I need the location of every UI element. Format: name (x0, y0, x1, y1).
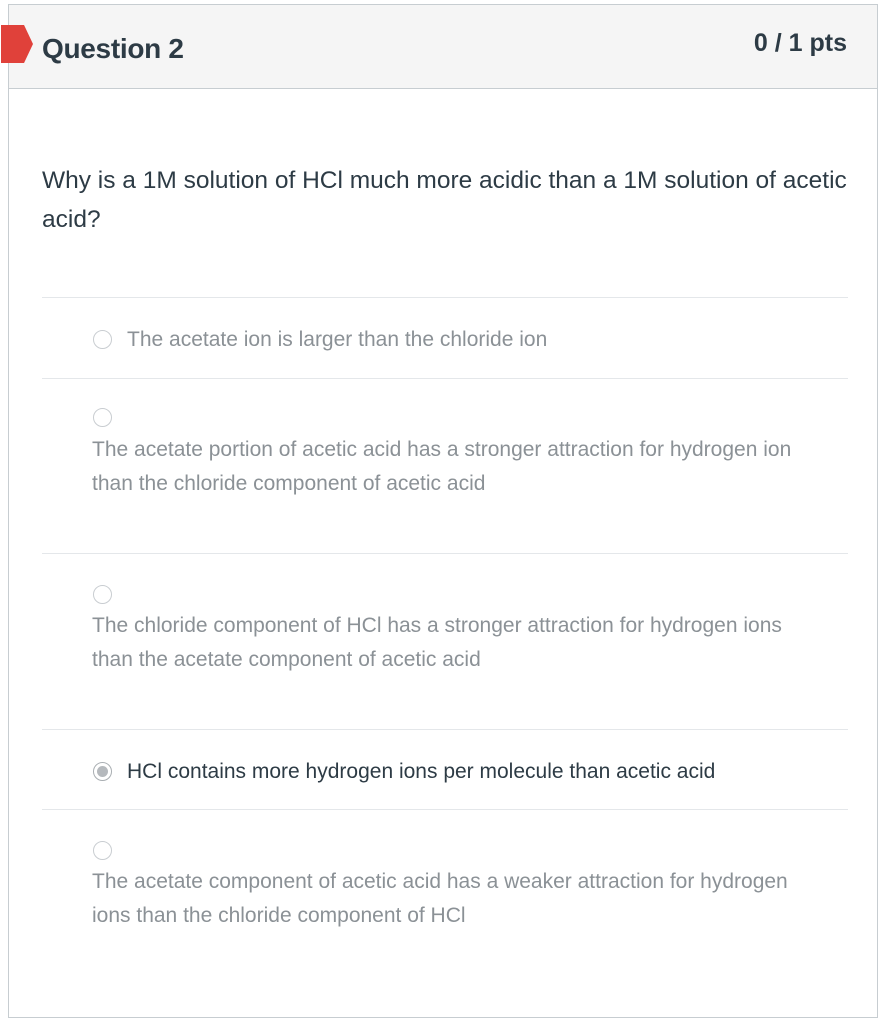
answer-radio[interactable] (93, 841, 112, 860)
question-points: 0 / 1 pts (753, 29, 847, 57)
quiz-question-card (8, 4, 878, 1018)
answer-label: The acetate component of acetic acid has a weaker attraction for hydrogen ions than the chloride component of HCl (92, 870, 788, 927)
question-title: Question 2 (42, 33, 184, 64)
answer-label: The chloride component of HCl has a stronger attraction for hydrogen ions than the acetate component of acetic acid (92, 614, 782, 671)
answer-radio[interactable] (93, 330, 112, 349)
answer-divider (42, 729, 848, 730)
answer-radio-selected[interactable] (93, 762, 112, 781)
answer-divider (42, 553, 848, 554)
question-header (9, 5, 877, 89)
answer-label: HCl contains more hydrogen ions per molecule than acetic acid (127, 760, 716, 783)
incorrect-answer-flag-icon (1, 25, 33, 63)
answer-label: The acetate portion of acetic acid has a stronger attraction for hydrogen ion than the chloride component of acetic acid (92, 438, 792, 495)
answer-label: The acetate ion is larger than the chloride ion (127, 328, 548, 351)
answer-divider (42, 809, 848, 810)
answer-radio[interactable] (93, 408, 112, 427)
answer-divider (42, 297, 848, 298)
answer-radio[interactable] (93, 585, 112, 604)
answer-divider (42, 378, 848, 379)
question-text: Why is a 1M solution of HCl much more acidic than a 1M solution of acetic acid? (42, 167, 847, 233)
